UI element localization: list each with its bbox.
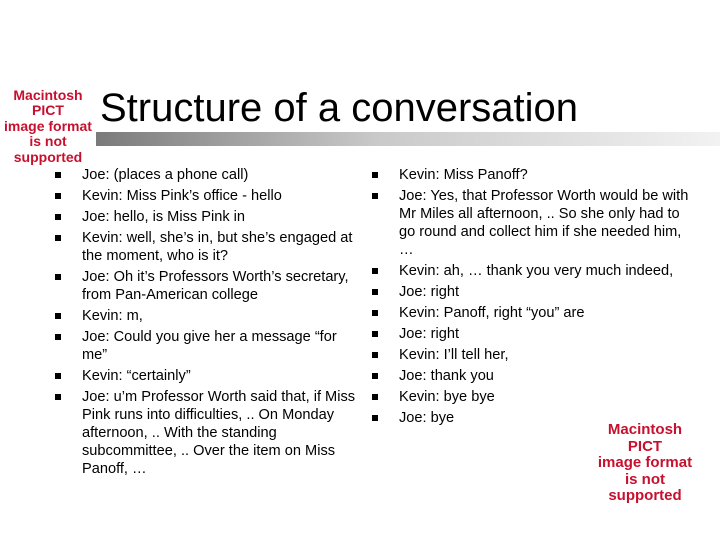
right-transcript-list (372, 166, 692, 430)
square-bullet-icon (55, 274, 61, 280)
utterance-text: : Miss Panoff? (435, 167, 528, 183)
transcript-line (55, 307, 365, 325)
square-bullet-icon (372, 352, 378, 358)
pict-placeholder-top (0, 88, 96, 165)
transcript-line (372, 304, 692, 322)
square-bullet-icon (55, 193, 61, 199)
pict-line: is not supported (13, 133, 83, 165)
transcript-line (372, 325, 692, 343)
pict-line: Macintosh PICT (13, 87, 83, 119)
title-underline-bar (96, 132, 720, 146)
speaker-name: Kevin (82, 368, 119, 384)
transcript-line (55, 229, 365, 265)
utterance-text: : bye bye (435, 389, 495, 405)
pict-line: is not supported (608, 470, 682, 504)
speaker-name: Kevin (399, 347, 436, 363)
transcript-line (372, 262, 692, 280)
transcript-line (55, 208, 365, 226)
speaker-name: Kevin (82, 230, 119, 246)
transcript-line (55, 328, 365, 364)
left-transcript-list (55, 166, 365, 481)
square-bullet-icon (55, 313, 61, 319)
utterance-text: : (places a phone call) (105, 167, 249, 183)
speaker-name: Kevin (399, 167, 436, 183)
pict-line: image format (597, 454, 693, 471)
transcript-line (372, 166, 692, 184)
square-bullet-icon (55, 394, 61, 400)
utterance-text: : well, she’s in, but she’s engaged at the moment, who is it? (82, 230, 357, 264)
utterance-text: : right (422, 284, 460, 300)
pict-line: Macintosh PICT (607, 421, 683, 455)
speaker-name: Joe (399, 368, 423, 384)
speaker-name: Joe (82, 329, 106, 345)
speaker-name: Joe (399, 410, 423, 426)
speaker-name: Kevin (399, 305, 436, 321)
transcript-line (372, 367, 692, 385)
utterance-text: : hello, is Miss Pink in (105, 209, 246, 225)
square-bullet-icon (372, 268, 378, 274)
transcript-line (55, 187, 365, 205)
speaker-name: Kevin (82, 188, 119, 204)
square-bullet-icon (372, 331, 378, 337)
square-bullet-icon (372, 289, 378, 295)
transcript-line (372, 187, 692, 259)
speaker-name: Joe (399, 284, 423, 300)
square-bullet-icon (372, 310, 378, 316)
utterance-text: : Oh it’s Professors Worth’s secretary, from Pan-American college (82, 269, 353, 303)
utterance-text: : Could you give her a message “for me” (82, 329, 341, 363)
square-bullet-icon (372, 172, 378, 178)
square-bullet-icon (55, 214, 61, 220)
speaker-name: Joe (82, 389, 106, 405)
speaker-name: Kevin (399, 389, 436, 405)
square-bullet-icon (372, 394, 378, 400)
speaker-name: Kevin (399, 263, 436, 279)
utterance-text: : m, (118, 308, 143, 324)
utterance-text: : I’ll tell her, (435, 347, 509, 363)
utterance-text: : Panoff, right “you” are (435, 305, 585, 321)
transcript-line (372, 346, 692, 364)
utterance-text: : Yes, that Professor Worth would be with Mr Miles all afternoon, .. So she only had to go round and collect him if she needed him, … (399, 188, 693, 258)
square-bullet-icon (372, 373, 378, 379)
utterance-text: : bye (422, 410, 455, 426)
transcript-line (372, 283, 692, 301)
square-bullet-icon (372, 193, 378, 199)
transcript-line (55, 166, 365, 184)
speaker-name: Joe (82, 209, 106, 225)
transcript-line (55, 388, 365, 478)
speaker-name: Kevin (82, 308, 119, 324)
utterance-text: : Miss Pink’s office - hello (118, 188, 282, 204)
slide-title: Structure of a conversation (100, 86, 579, 130)
utterance-text: : u’m Professor Worth said that, if Miss Pink runs into difficulties, .. On Monday afternoon, .. With the standing subcommittee, .. Over the item on Miss Panoff, … (82, 389, 360, 477)
pict-line: image format (4, 117, 92, 134)
utterance-text: : ah, … thank you very much indeed, (435, 263, 674, 279)
speaker-name: Joe (399, 188, 423, 204)
speaker-name: Joe (82, 269, 106, 285)
utterance-text: : thank you (422, 368, 494, 384)
square-bullet-icon (55, 172, 61, 178)
utterance-text: : right (422, 326, 460, 342)
transcript-line (372, 388, 692, 406)
pict-placeholder-bottom (592, 422, 698, 505)
square-bullet-icon (372, 415, 378, 421)
transcript-line (55, 367, 365, 385)
utterance-text: : “certainly” (118, 368, 191, 384)
speaker-name: Joe (399, 326, 423, 342)
square-bullet-icon (55, 235, 61, 241)
square-bullet-icon (55, 373, 61, 379)
transcript-line (55, 268, 365, 304)
speaker-name: Joe (82, 167, 106, 183)
square-bullet-icon (55, 334, 61, 340)
